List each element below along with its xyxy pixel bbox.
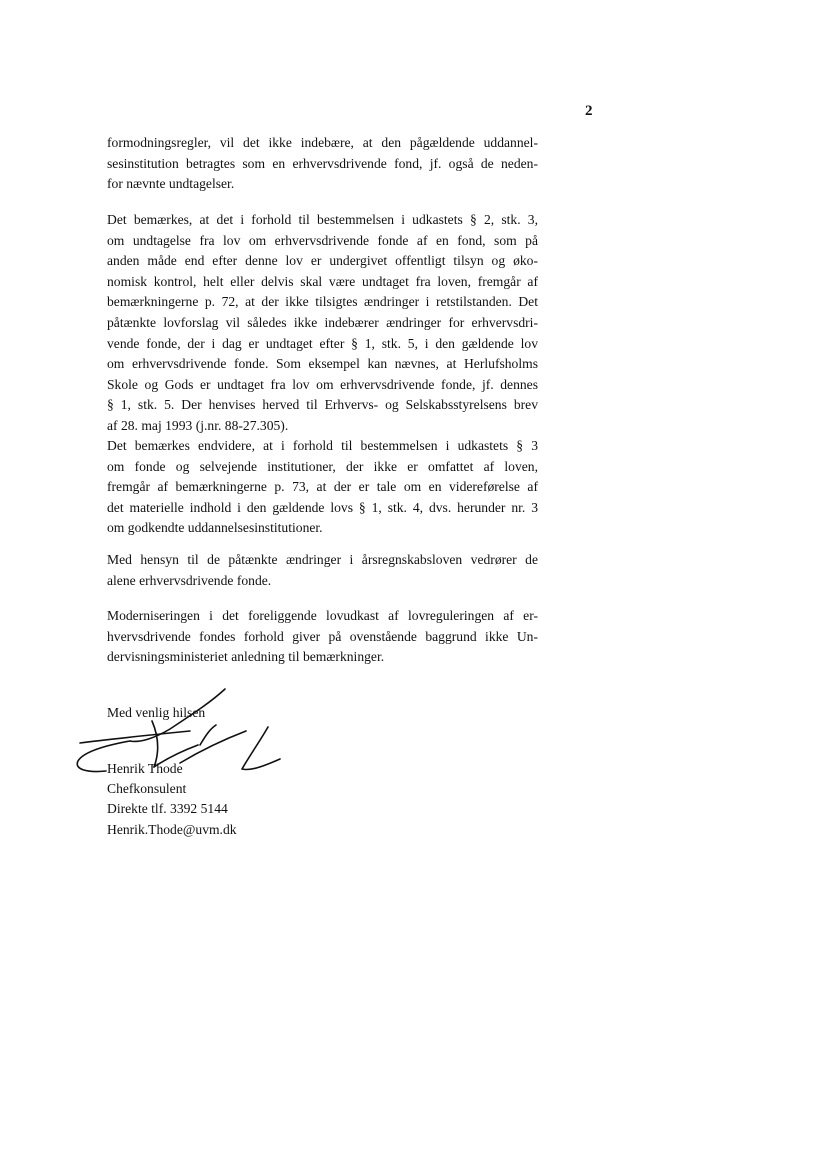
text-line: om erhvervsdrivende fonde. Som eksempel kan nævnes, at Herlufsholms <box>107 356 538 372</box>
text-line: af 28. maj 1993 (j.nr. 88-27.305). <box>107 417 289 433</box>
text-line: om godkendte uddannelsesinstitutioner. <box>107 520 323 536</box>
paragraph-5 <box>107 606 538 668</box>
text-line: Det bemærkes endvidere, at i forhold til bestemmelsen i udkastets § 3 <box>107 438 538 453</box>
text-line: Skole og Gods er undtaget fra lov om erhvervsdrivende fonde, jf. dennes <box>107 376 538 392</box>
page-number: 2 <box>585 103 593 119</box>
signatory-name: Henrik Thode <box>107 761 183 776</box>
paragraph-2 <box>107 210 538 437</box>
text-line: det materielle indhold i den gældende lovs § 1, stk. 4, dvs. herunder nr. 3 <box>107 499 538 515</box>
text-line: nomisk kontrol, helt eller delvis skal være undtaget fra loven, fremgår af <box>107 273 538 289</box>
closing-greeting: Med venlig hilsen <box>107 705 206 720</box>
text-line: hvervsdrivende fondes forhold giver på ovenstående baggrund ikke Un- <box>107 628 538 644</box>
text-line: § 1, stk. 5. Der henvises herved til Erhvervs- og Selskabsstyrelsens brev <box>107 397 538 413</box>
text-line: fremgår af bemærkningerne p. 73, at der er tale om en videreførelse af <box>107 479 538 495</box>
text-line: dervisningsministeriet anledning til bemærkninger. <box>107 649 385 665</box>
text-line: vende fonde, der i dag er undtaget efter § 1, stk. 5, i den gældende lov <box>107 335 538 351</box>
text-line: om fonde og selvejende institutioner, der ikke er omfattet af loven, <box>107 458 538 474</box>
text-line: bemærkningerne p. 72, at der ikke tilsigtes ændringer i retstilstanden. Det <box>107 294 538 310</box>
paragraph-4 <box>107 550 538 591</box>
text-line: for nævnte undtagelser. <box>107 176 235 192</box>
signatory-phone: Direkte tlf. 3392 5144 <box>107 801 228 817</box>
text-line: påtænkte lovforslag vil således ikke indebærer ændringer for erhvervsdri- <box>107 314 538 330</box>
text-line: formodningsregler, vil det ikke indebære, at den pågældende uddannel- <box>107 135 538 150</box>
paragraph-3 <box>107 436 538 539</box>
text-line: sesinstitution betragtes som en erhvervsdrivende fond, jf. også de neden- <box>107 155 538 171</box>
text-line: om undtagelse fra lov om erhvervsdrivende fonde af en fond, som på <box>107 232 538 248</box>
signatory-title: Chefkonsulent <box>107 781 187 797</box>
text-line: alene erhvervsdrivende fonde. <box>107 572 272 588</box>
signature-block <box>107 759 237 840</box>
signatory-email: Henrik.Thode@uvm.dk <box>107 821 237 837</box>
text-line: Det bemærkes, at det i forhold til bestemmelsen i udkastets § 2, stk. 3, <box>107 212 538 227</box>
paragraph-1 <box>107 133 538 195</box>
text-line: Med hensyn til de påtænkte ændringer i årsregnskabsloven vedrører de <box>107 552 538 567</box>
text-line: anden måde end efter denne lov er undergivet offentligt tilsyn og øko- <box>107 253 538 269</box>
text-line: Moderniseringen i det foreliggende lovudkast af lovreguleringen af er- <box>107 608 538 623</box>
